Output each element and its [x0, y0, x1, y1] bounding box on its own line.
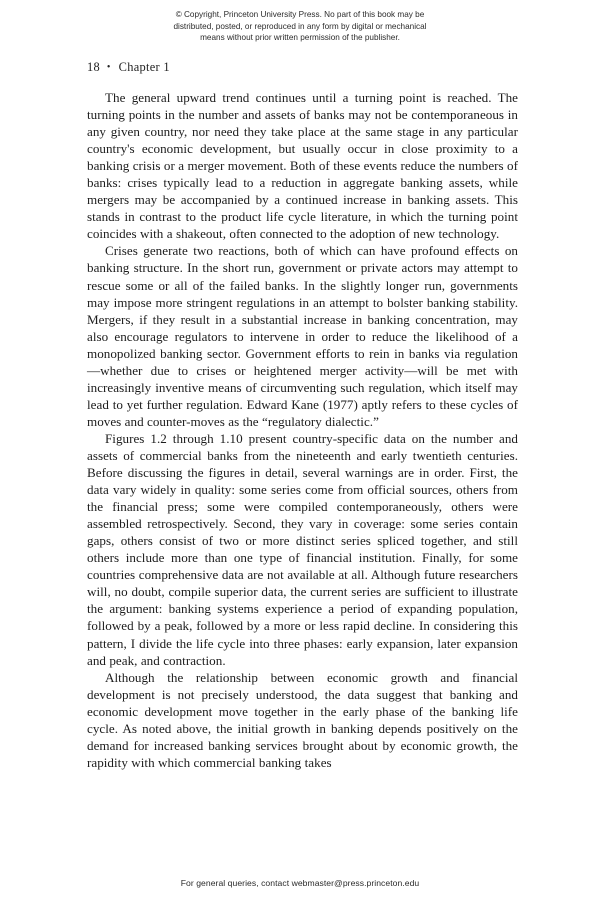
copyright-notice [112, 9, 488, 44]
footer-query-note: For general queries, contact webmaster@press.princeton.edu [180, 878, 420, 888]
copyright-line-3: means without prior written permission of the publisher. [200, 33, 400, 43]
chapter-title: Chapter 1 [118, 60, 170, 74]
paragraph: Crises generate two reactions, both of which can have profound effects on banking structure. In the short run, government or private actors may attempt to rescue some or all of the failed banks. In the slightly longer run, governments may impose more stringent regulations in an attempt to bolster banking stability. Mergers, if they result in a substantial increase in banking concentration, may also encourage regulators to intervene in order to reduce the likelihood of a monopolized banking sector. Government efforts to rein in banks via regulation—whether due to crises or heightened merger activity—will be met with increasingly inventive means of circumventing such regulation, which itself may lead to yet further regulation. Edward Kane (1977) aptly refers to these cycles of moves and counter-moves as the “regulatory dialectic.” [87, 243, 518, 429]
paragraph: Figures 1.2 through 1.10 present country-specific data on the number and assets of commercial banks from the nineteenth and early twentieth centuries. Before discussing the figures in detail, several warnings are in order. First, the data vary widely in quality: some series come from official sources, others from the financial press; some were compiled contemporaneously, others were assembled retrospectively. Second, they vary in coverage: some series contain gaps, others consist of two or more distinct series spliced together, and still others include more than one type of financial institution. Finally, for some countries comprehensive data are not available at all. Although future researchers will, no doubt, compile superior data, the current series are sufficient to illustrate the argument: banking systems experience a period of expanding population, followed by a peak, followed by a more or less rapid decline. In considering this pattern, I divide the life cycle into three phases: early expansion, later expansion and peak, and contraction. [87, 430, 518, 668]
page-number: 18 [87, 60, 100, 74]
copyright-line-2: distributed, posted, or reproduced in any form by digital or mechanical [173, 21, 427, 31]
body-text-column [87, 89, 518, 771]
bullet-separator-icon: • [106, 61, 111, 73]
running-head [87, 60, 170, 75]
paragraph: The general upward trend continues until a turning point is reached. The turning points in the number and assets of banks may not be contemporaneous in any given country, nor need they take place at the same stage in any particular country's economic development, but usually occur in close proximity to a banking crisis or a merger movement. Both of these events reduce the numbers of banks: crises typically lead to a reduction in aggregate banking assets, while mergers may be accompanied by a continued increase in banking assets. This stands in contrast to the product life cycle literature, in which the turning point coincides with a shakeout, often connected to the adoption of new technology. [87, 90, 518, 242]
paragraph: Although the relationship between economic growth and financial development is not precisely understood, the data suggest that banking and economic development move together in the early phase of the banking life cycle. As noted above, the initial growth in banking depends positively on the demand for increased banking services brought about by economic growth, the rapidity with which commercial banking takes [87, 669, 518, 770]
copyright-line-1: © Copyright, Princeton University Press. No part of this book may be [175, 10, 425, 19]
